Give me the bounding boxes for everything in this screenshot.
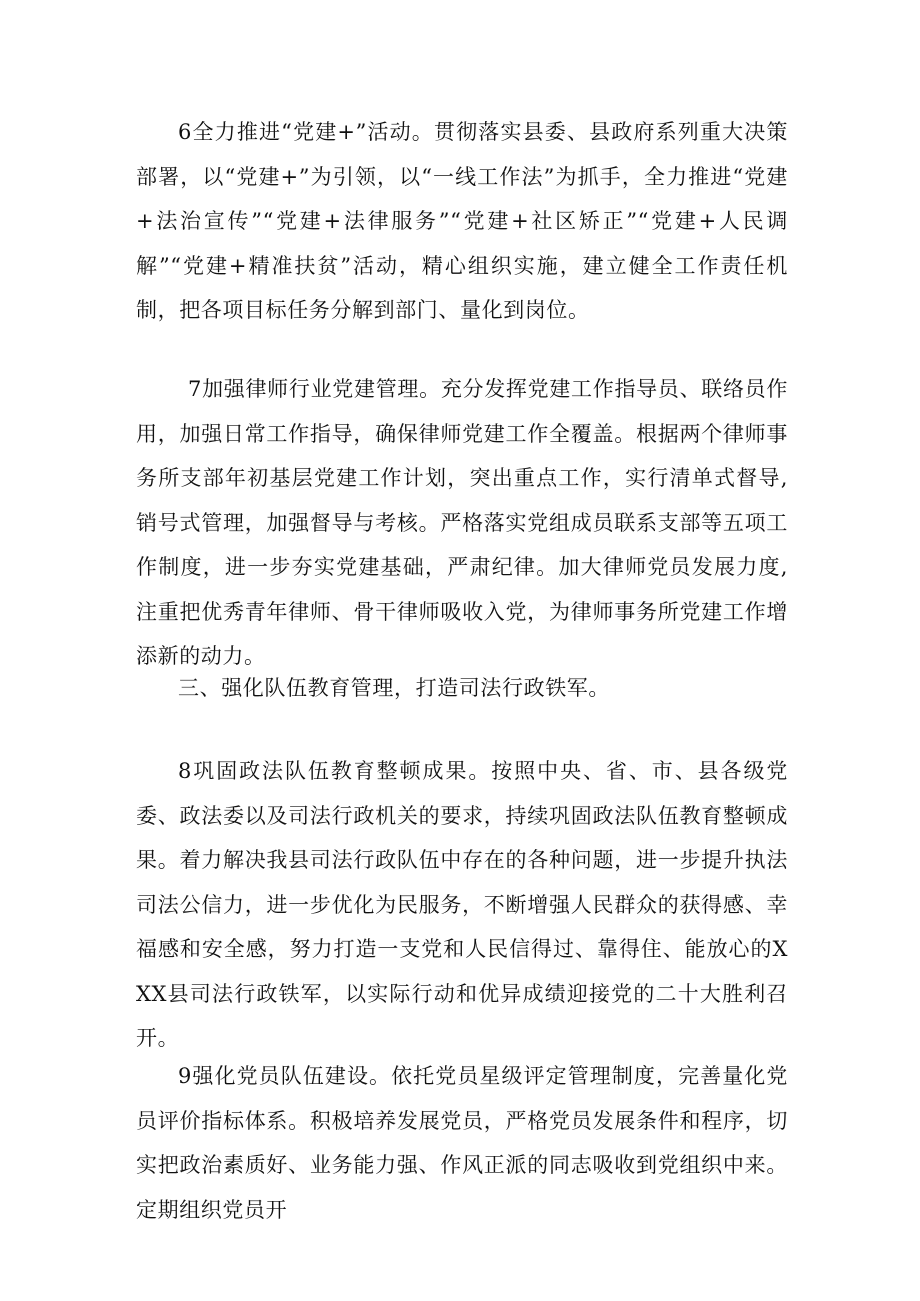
paragraph-7-lawyer-party-building: 7加强律师行业党建管理。充分发挥党建工作指导员、联络员作用，加强日常工作指导，确保律师党建工作全覆盖。根据两个律师事务所支部年初基层党建工作计划，突出重点工作，实行清单式督导,销号式管理，加强督导与考核。严格落实党组成员联系支部等五项工作制度，进一步夯实党建基础，严肃纪律。加大律师党员发展力度,注重把优秀青年律师、骨干律师吸收入党，为律师事务所党建工作增添新的动力。	[136, 377, 788, 668]
section-heading-3: 三、强化队伍教育管理，打造司法行政铁军。	[178, 676, 610, 700]
paragraph-8-team-rectification: 8巩固政法队伍教育整顿成果。按照中央、省、市、县各级党委、政法委以及司法行政机关的要求，持续巩固政法队伍教育整顿成果。着力解决我县司法行政队伍中存在的各种问题，进一步提升执法司法公信力，进一步优化为民服务，不断增强人民群众的获得感、幸福感和安全感，努力打造一支党和人民信得过、靠得住、能放心的XXX县司法行政铁军，以实际行动和优异成绩迎接党的二十大胜利召开。	[136, 759, 788, 1050]
paragraph-9-party-member-building: 9强化党员队伍建设。依托党员星级评定管理制度，完善量化党员评价指标体系。积极培养发展党员，严格党员发展条件和程序，切实把政治素质好、业务能力强、作风正派的同志吸收到党组织中来。定期组织党员开	[136, 1064, 788, 1222]
paragraph-6-party-building-plus: 6全力推进“党建+”活动。贯彻落实县委、县政府系列重大决策部署，以“党建+”为引领，以“一线工作法”为抓手，全力推进“党建+法治宣传”“党建+法律服务”“党建+社区矫正”“党建+人民调解”“党建+精准扶贫”活动，精心组织实施，建立健全工作责任机制，把各项目标任务分解到部门、量化到岗位。	[136, 120, 788, 322]
